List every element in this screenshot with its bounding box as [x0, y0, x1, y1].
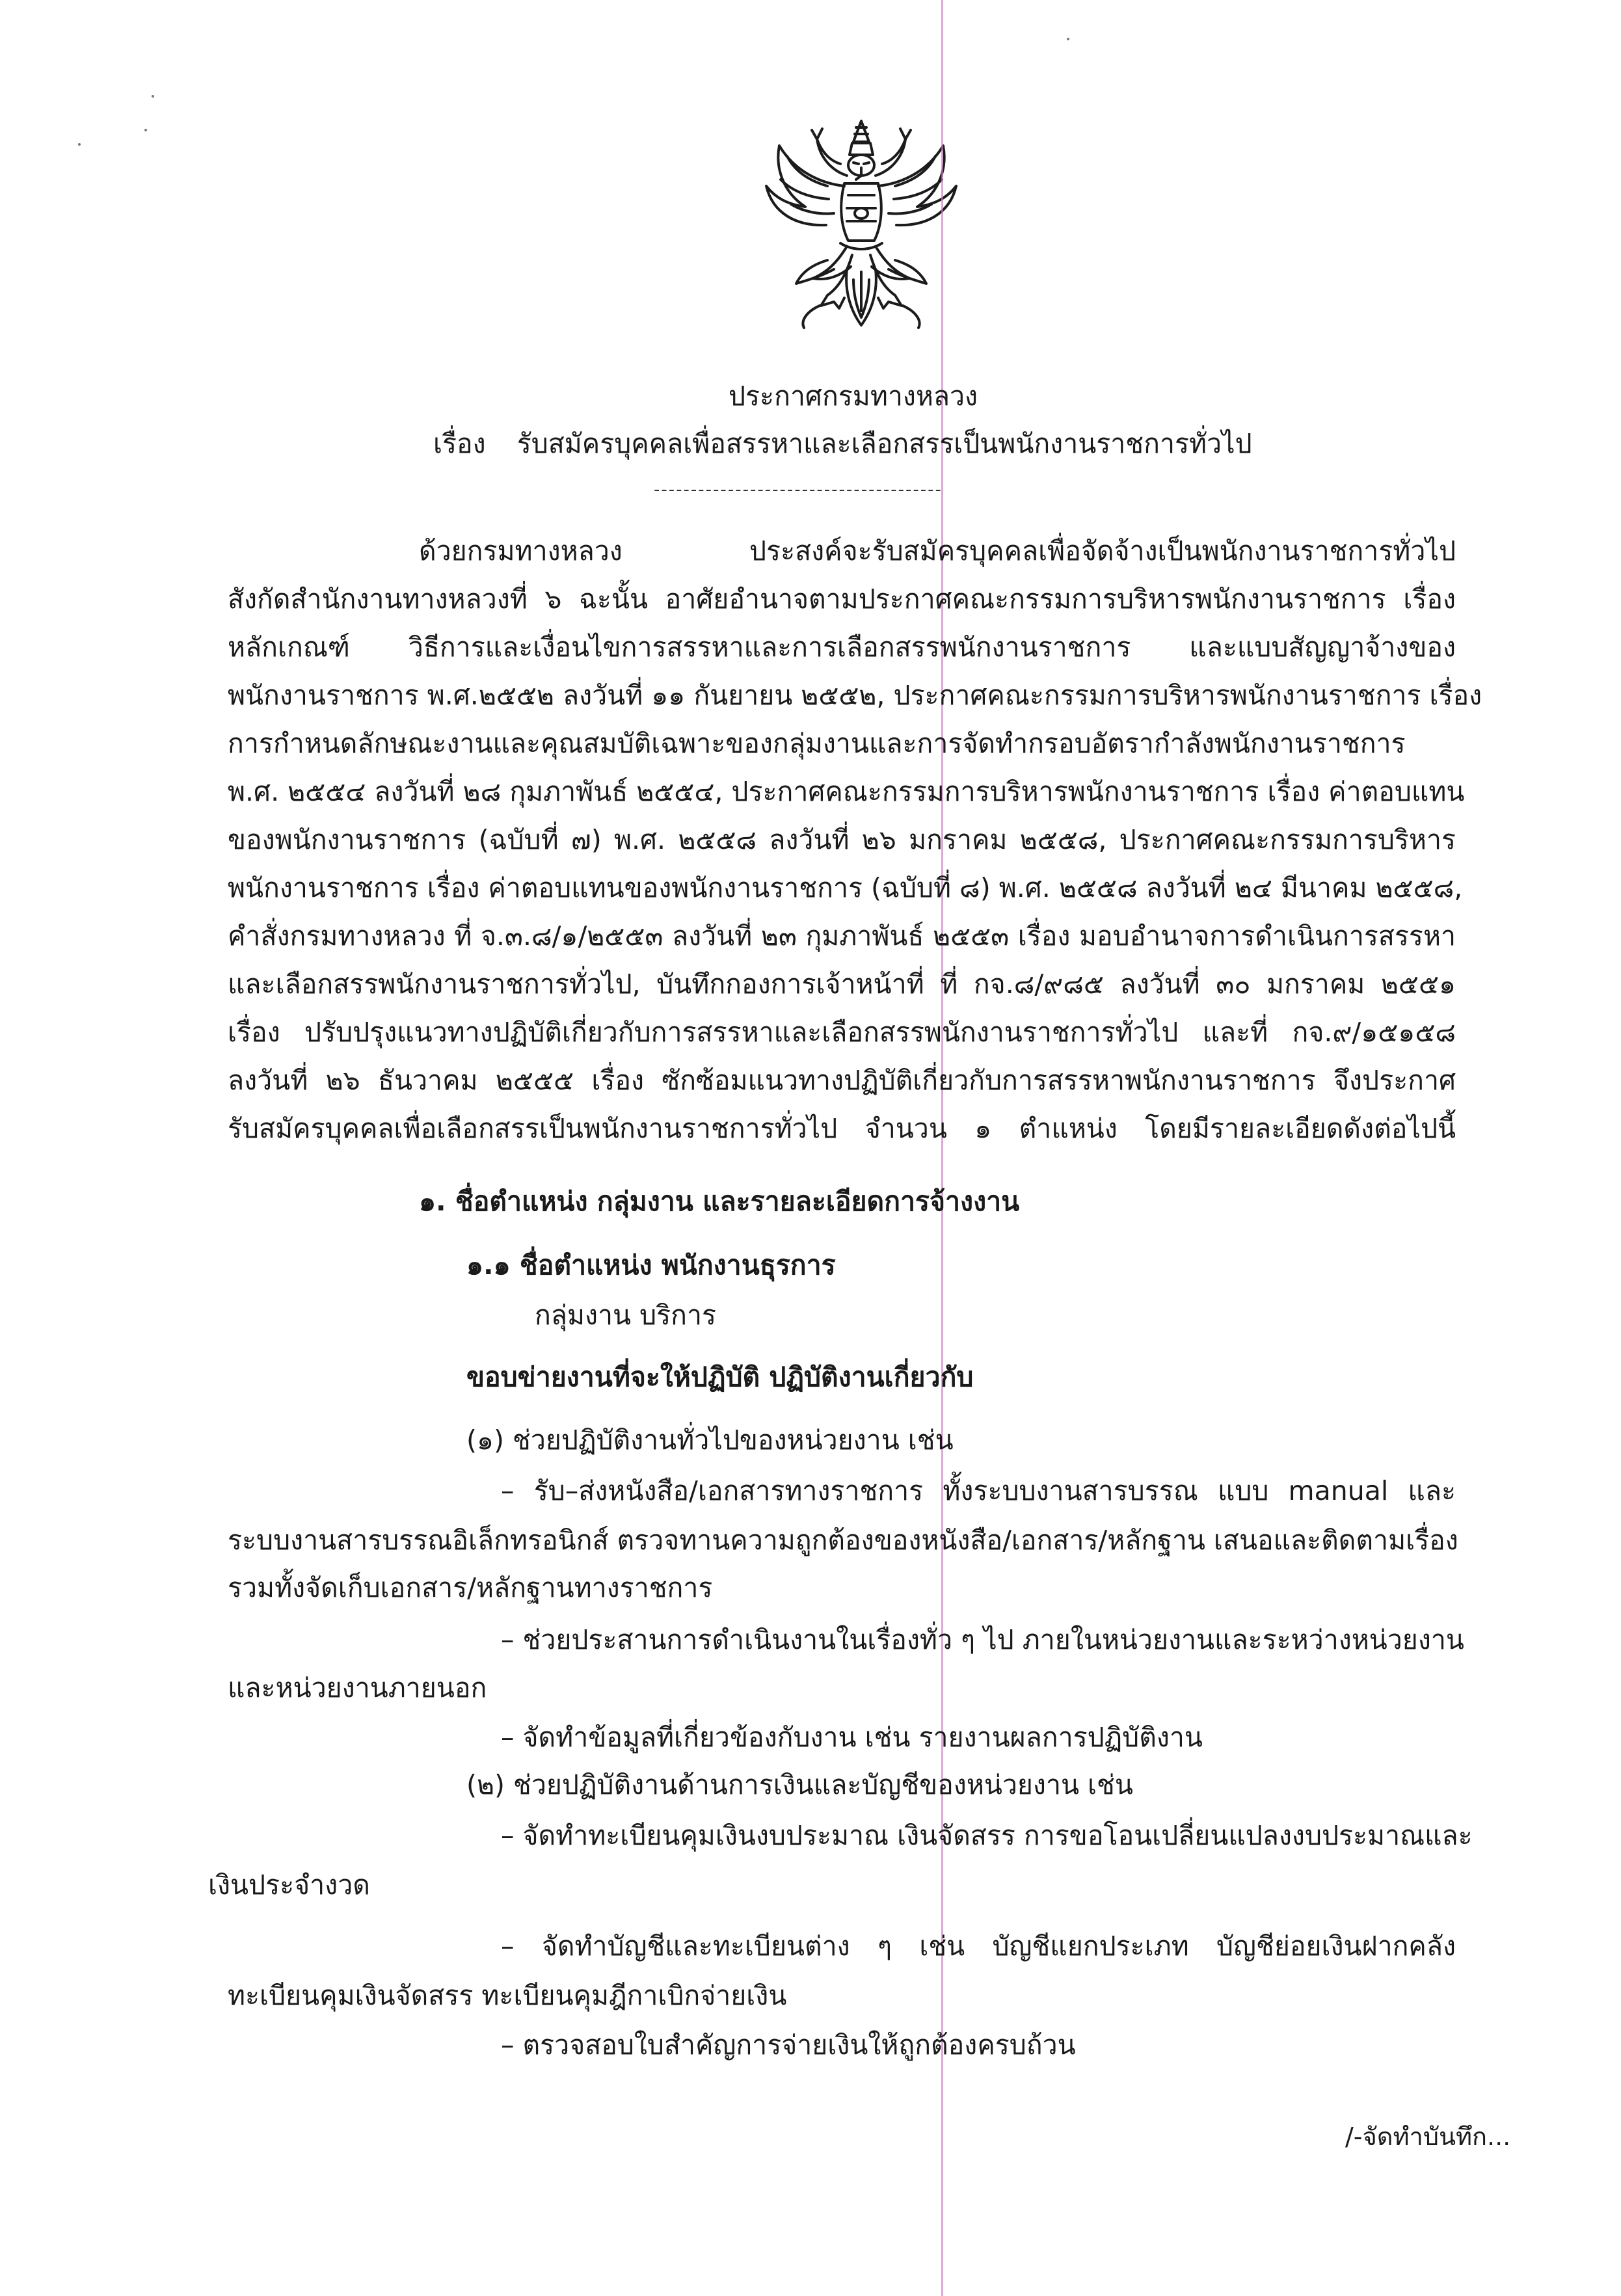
section-heading: ๑. ชื่อตำแหน่ง กลุ่มงาน และรายละเอียดการจ้างงาน [419, 1186, 1020, 1217]
scope-subitem: – จัดทำทะเบียนคุมเงินงบประมาณ เงินจัดสรร การขอโอนเปลี่ยนแปลงงบประมาณและ [501, 1820, 1473, 1851]
paragraph-line: ด้วยกรมทางหลวง ประสงค์จะรับสมัครบุคคลเพื่อจัดจ้างเป็นพนักงานราชการทั่วไป [419, 535, 1456, 567]
scope-item: (๑) ช่วยปฏิบัติงานทั่วไปของหน่วยงาน เช่น [466, 1424, 954, 1456]
scope-subitem: – รับ–ส่งหนังสือ/เอกสารทางราชการ ทั้งระบบงานสารบรรณ แบบ manual และ [501, 1475, 1456, 1506]
scope-subitem: – จัดทำบัญชีและทะเบียนต่าง ๆ เช่น บัญชีแยกประเภท บัญชีย่อยเงินฝากคลัง [501, 1930, 1456, 1962]
garuda-emblem-icon [749, 116, 974, 330]
announcement-title: ประกาศกรมทางหลวง [729, 380, 978, 412]
paragraph-line: รับสมัครบุคคลเพื่อเลือกสรรเป็นพนักงานราชการทั่วไป จำนวน ๑ ตำแหน่ง โดยมีรายละเอียดดังต่อไปนี้ [228, 1113, 1456, 1144]
paragraph-line: คำสั่งกรมทางหลวง ที่ จ.๓.๘/๑/๒๕๕๓ ลงวันที่ ๒๓ กุมภาพันธ์ ๒๕๕๓ เรื่อง มอบอำนาจการดำเนินการสรรหา [228, 920, 1456, 952]
paragraph-line: และเลือกสรรพนักงานราชการทั่วไป, บันทึกกองการเจ้าหน้าที่ ที่ กจ.๘/๙๘๕ ลงวันที่ ๓๐ มกราคม ๒๕๕๑ [228, 968, 1456, 1000]
scope-subitem: – ช่วยประสานการดำเนินงานในเรื่องทั่ว ๆ ไป ภายในหน่วยงานและระหว่างหน่วยงาน [501, 1624, 1464, 1655]
work-group: กลุ่มงาน บริการ [535, 1300, 716, 1331]
paragraph-line: การกำหนดลักษณะงานและคุณสมบัติเฉพาะของกลุ่มงานและการจัดทำกรอบอัตรากำลังพนักงานราชการ [228, 728, 1406, 759]
scope-subitem: และหน่วยงานภายนอก [228, 1672, 487, 1703]
position-heading: ๑.๑ ชื่อตำแหน่ง พนักงานธุรการ [466, 1249, 836, 1281]
scope-subitem: เงินประจำงวด [208, 1869, 370, 1901]
scope-subitem: – จัดทำข้อมูลที่เกี่ยวข้องกับงาน เช่น รายงานผลการปฏิบัติงาน [501, 1722, 1203, 1753]
scope-item: (๒) ช่วยปฏิบัติงานด้านการเงินและบัญชีของหน่วยงาน เช่น [466, 1769, 1133, 1800]
scan-speck [144, 129, 147, 131]
paragraph-line: พ.ศ. ๒๕๕๔ ลงวันที่ ๒๘ กุมภาพันธ์ ๒๕๕๔, ประกาศคณะกรรมการบริหารพนักงานราชการ เรื่อง ค่าตอบแทน [228, 776, 1465, 807]
scope-subitem: – ตรวจสอบใบสำคัญการจ่ายเงินให้ถูกต้องครบถ้วน [501, 2029, 1076, 2061]
paragraph-line: เรื่อง ปรับปรุงแนวทางปฏิบัติเกี่ยวกับการสรรหาและเลือกสรรพนักงานราชการทั่วไป และที่ กจ.๙/๑๕๑๕๘ [228, 1017, 1456, 1048]
scope-subitem: ทะเบียนคุมเงินจัดสรร ทะเบียนคุมฎีกาเบิกจ่ายเงิน [228, 1980, 787, 2011]
announcement-subject [433, 423, 1252, 465]
paragraph-line: หลักเกณฑ์ วิธีการและเงื่อนไขการสรรหาและการเลือกสรรพนักงานราชการ และแบบสัญญาจ้างของ [228, 632, 1456, 663]
continuation-note: /-จัดทำบันทึก... [1345, 2122, 1511, 2151]
scope-heading: ขอบข่ายงานที่จะให้ปฏิบัติ ปฏิบัติงานเกี่ยวกับ [466, 1361, 974, 1393]
paragraph-line: พนักงานราชการ เรื่อง ค่าตอบแทนของพนักงานราชการ (ฉบับที่ ๘) พ.ศ. ๒๕๕๘ ลงวันที่ ๒๔ มีนาคม ๒๕๕๘, [228, 872, 1463, 903]
scan-speck [152, 95, 154, 98]
scan-speck [1067, 38, 1069, 40]
subject-label: เรื่อง [433, 428, 486, 459]
subject-text: รับสมัครบุคคลเพื่อสรรหาและเลือกสรรเป็นพนักงานราชการทั่วไป [516, 428, 1252, 459]
paragraph-line: สังกัดสำนักงานทางหลวงที่ ๖ ฉะนั้น อาศัยอำนาจตามประกาศคณะกรรมการบริหารพนักงานราชการ เรื่อง [228, 583, 1456, 615]
scan-speck [78, 143, 81, 146]
scope-subitem: รวมทั้งจัดเก็บเอกสาร/หลักฐานทางราชการ [228, 1572, 713, 1603]
scope-subitem: ระบบงานสารบรรณอิเล็กทรอนิกส์ ตรวจทานความถูกต้องของหนังสือ/เอกสาร/หลักฐาน เสนอและติดตามเรื่อง [228, 1525, 1458, 1556]
paragraph-line: ลงวันที่ ๒๖ ธันวาคม ๒๕๕๕ เรื่อง ซักซ้อมแนวทางปฏิบัติเกี่ยวกับการสรรหาพนักงานราชการ จึงประกาศ [228, 1065, 1456, 1096]
title-separator: --------------------------------------- [654, 480, 943, 500]
paragraph-line: พนักงานราชการ พ.ศ.๒๕๕๒ ลงวันที่ ๑๑ กันยายน ๒๕๕๒, ประกาศคณะกรรมการบริหารพนักงานราชการ เรื่อง [228, 680, 1482, 711]
paragraph-line: ของพนักงานราชการ (ฉบับที่ ๗) พ.ศ. ๒๕๕๘ ลงวันที่ ๒๖ มกราคม ๒๕๕๘, ประกาศคณะกรรมการบริหาร [228, 824, 1456, 855]
